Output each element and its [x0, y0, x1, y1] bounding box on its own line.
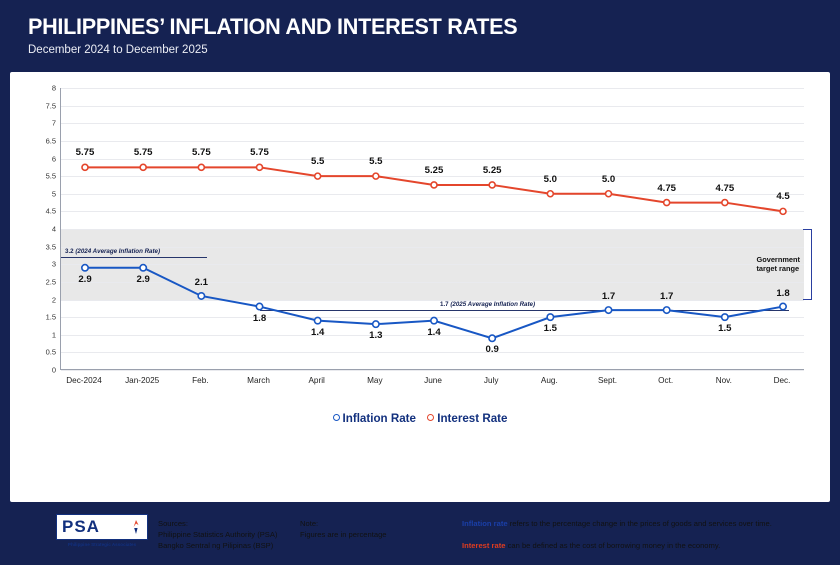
- y-tick-label: 4.5: [45, 206, 56, 216]
- target-range-label: [756, 256, 800, 274]
- note-line1: Figures are in percentage: [300, 530, 387, 539]
- note-block: [300, 518, 387, 540]
- legend-marker-interest-icon: [427, 414, 434, 421]
- data-point[interactable]: [314, 317, 320, 323]
- y-tick-label: 3.5: [45, 242, 56, 252]
- data-point-label: 4.75: [715, 182, 735, 194]
- data-point-label: 5.75: [191, 147, 211, 159]
- target-range-line1: Government: [756, 255, 800, 265]
- y-tick-label: 6.5: [45, 136, 56, 146]
- definition-interest: [462, 542, 772, 550]
- x-tick-label: May: [367, 376, 383, 385]
- data-point-label: 5.75: [75, 147, 95, 159]
- gridline: [61, 370, 804, 371]
- x-tick-label: April: [308, 376, 325, 385]
- data-point[interactable]: [140, 265, 146, 271]
- data-point-label: 5.75: [133, 147, 153, 159]
- data-point[interactable]: [547, 314, 553, 320]
- data-point[interactable]: [489, 335, 495, 341]
- x-tick-label: Feb.: [192, 376, 209, 385]
- data-point[interactable]: [663, 307, 669, 313]
- ref-2024-text: (2024 Average Inflation Rate): [75, 248, 161, 256]
- data-point-label: 1.7: [601, 291, 616, 303]
- data-point-label: 5.75: [250, 147, 269, 159]
- y-tick-label: 8: [51, 83, 56, 93]
- y-tick-label: 5.5: [45, 171, 56, 181]
- data-point-label: 1.5: [718, 323, 732, 335]
- y-tick-label: 1.5: [45, 312, 56, 322]
- definition-inflation-text: refers to the percentage change in the prices of goods and services over time.: [507, 519, 772, 528]
- x-tick-label: Sept.: [597, 376, 618, 385]
- data-point-label: 0.9: [485, 344, 499, 356]
- note-title: Note:: [300, 519, 319, 528]
- x-tick-label: Dec-2024: [66, 376, 102, 385]
- footer: [10, 440, 830, 551]
- data-point[interactable]: [722, 200, 728, 206]
- y-tick-label: 1: [51, 330, 56, 340]
- data-point-label: 5.5: [369, 156, 383, 168]
- definition-interest-text: can be defined as the cost of borrowing money in the economy.: [505, 541, 721, 551]
- legend-marker-inflation-icon: [333, 414, 340, 421]
- x-tick-label: March: [247, 376, 270, 385]
- ref-2025-text: (2025 Average Inflation Rate): [450, 301, 536, 309]
- y-tick-label: 7: [51, 118, 56, 128]
- data-point-label: 1.3: [369, 330, 383, 342]
- ref-2024-value: 3.2: [65, 248, 74, 256]
- data-point[interactable]: [82, 164, 88, 170]
- data-point-label: 2.9: [78, 273, 92, 285]
- data-point-label: 5.0: [543, 173, 557, 185]
- definitions-block: [462, 520, 772, 565]
- data-point[interactable]: [82, 265, 88, 271]
- data-point-label: 4.5: [776, 191, 790, 203]
- plot-area: [28, 83, 812, 398]
- data-point[interactable]: [489, 182, 495, 188]
- data-point[interactable]: [606, 191, 612, 197]
- psa-logo-caption: Philippine Strategic Associates: [67, 542, 137, 547]
- y-tick-label: 4: [51, 224, 56, 234]
- data-point-label: 5.5: [310, 156, 325, 168]
- data-point[interactable]: [722, 314, 728, 320]
- y-tick-label: 6: [51, 154, 56, 163]
- data-point-label: 1.5: [543, 323, 557, 335]
- data-point[interactable]: [780, 303, 786, 309]
- data-point[interactable]: [431, 317, 437, 323]
- legend-item-interest[interactable]: [427, 412, 507, 425]
- data-point[interactable]: [198, 164, 204, 170]
- data-point-label: 5.25: [424, 164, 444, 176]
- sources-line2: Bangko Sentral ng Pilipinas (BSP): [158, 541, 274, 550]
- header: [0, 0, 840, 68]
- data-point-label: 1.4: [310, 326, 325, 338]
- legend-label-interest: Interest Rate: [437, 412, 508, 425]
- data-point[interactable]: [257, 164, 263, 170]
- target-range-line2: target range: [756, 264, 800, 274]
- y-tick-label: 7.5: [45, 101, 56, 111]
- data-point-label: 2.1: [194, 276, 208, 288]
- sources-block: [158, 518, 277, 551]
- data-point-label: 1.8: [776, 287, 790, 299]
- x-tick-label: June: [424, 376, 442, 385]
- sources-line1: Philippine Statistics Authority (PSA): [158, 530, 278, 539]
- psa-flame-icon: [132, 520, 140, 534]
- data-point-label: 1.7: [659, 291, 674, 303]
- y-tick-label: 2.5: [45, 277, 56, 287]
- data-point[interactable]: [198, 293, 204, 299]
- data-point[interactable]: [373, 173, 379, 179]
- target-range-bracket: [803, 229, 812, 300]
- ref-2025-value: 1.7: [440, 301, 449, 309]
- data-point-label: 1.8: [252, 312, 267, 324]
- x-tick-label: Nov.: [715, 376, 732, 385]
- chart-card: [10, 72, 830, 551]
- psa-logo-text: PSA: [62, 517, 100, 536]
- data-point-label: 5.0: [601, 173, 616, 185]
- data-point[interactable]: [780, 208, 786, 214]
- y-tick-label: 3: [51, 259, 56, 269]
- page-subtitle: December 2024 to December 2025: [28, 44, 208, 56]
- data-point[interactable]: [664, 200, 670, 206]
- psa-logo: [56, 514, 148, 547]
- legend-item-inflation[interactable]: [333, 412, 416, 425]
- data-point-label: 1.4: [427, 326, 441, 338]
- x-tick-label: Jan-2025: [125, 376, 160, 385]
- definition-interest-key: Interest rate: [462, 541, 506, 551]
- plot-grid: [60, 88, 804, 370]
- y-axis-labels: [28, 83, 58, 375]
- x-tick-label: Aug.: [540, 376, 558, 385]
- page-title: PHILIPPINES’ INFLATION AND INTEREST RATES: [28, 14, 518, 39]
- y-tick-label: 0: [51, 365, 56, 375]
- legend-label-inflation: Inflation Rate: [342, 412, 416, 425]
- definition-inflation-key: Inflation rate: [462, 519, 508, 528]
- x-tick-label: July: [483, 376, 499, 385]
- definition-inflation: [462, 520, 772, 528]
- x-tick-label: Dec.: [773, 376, 791, 385]
- data-point-label: 5.25: [482, 164, 502, 176]
- data-point[interactable]: [373, 321, 379, 327]
- x-tick-label: Oct.: [658, 376, 674, 385]
- data-point[interactable]: [431, 182, 437, 188]
- sources-title: Sources:: [158, 519, 188, 528]
- data-point[interactable]: [547, 191, 553, 197]
- data-point-label: 4.75: [657, 182, 676, 194]
- data-point-label: 2.9: [136, 273, 150, 285]
- y-tick-label: 5: [51, 189, 56, 199]
- data-point[interactable]: [605, 307, 611, 313]
- y-tick-label: 2: [51, 295, 56, 304]
- y-tick-label: 0.5: [45, 347, 56, 357]
- x-axis-labels: [60, 372, 804, 392]
- data-point[interactable]: [256, 303, 262, 309]
- chart-legend: [10, 412, 830, 425]
- psa-logo-box: [56, 514, 148, 540]
- data-point[interactable]: [140, 164, 146, 170]
- data-point[interactable]: [315, 173, 321, 179]
